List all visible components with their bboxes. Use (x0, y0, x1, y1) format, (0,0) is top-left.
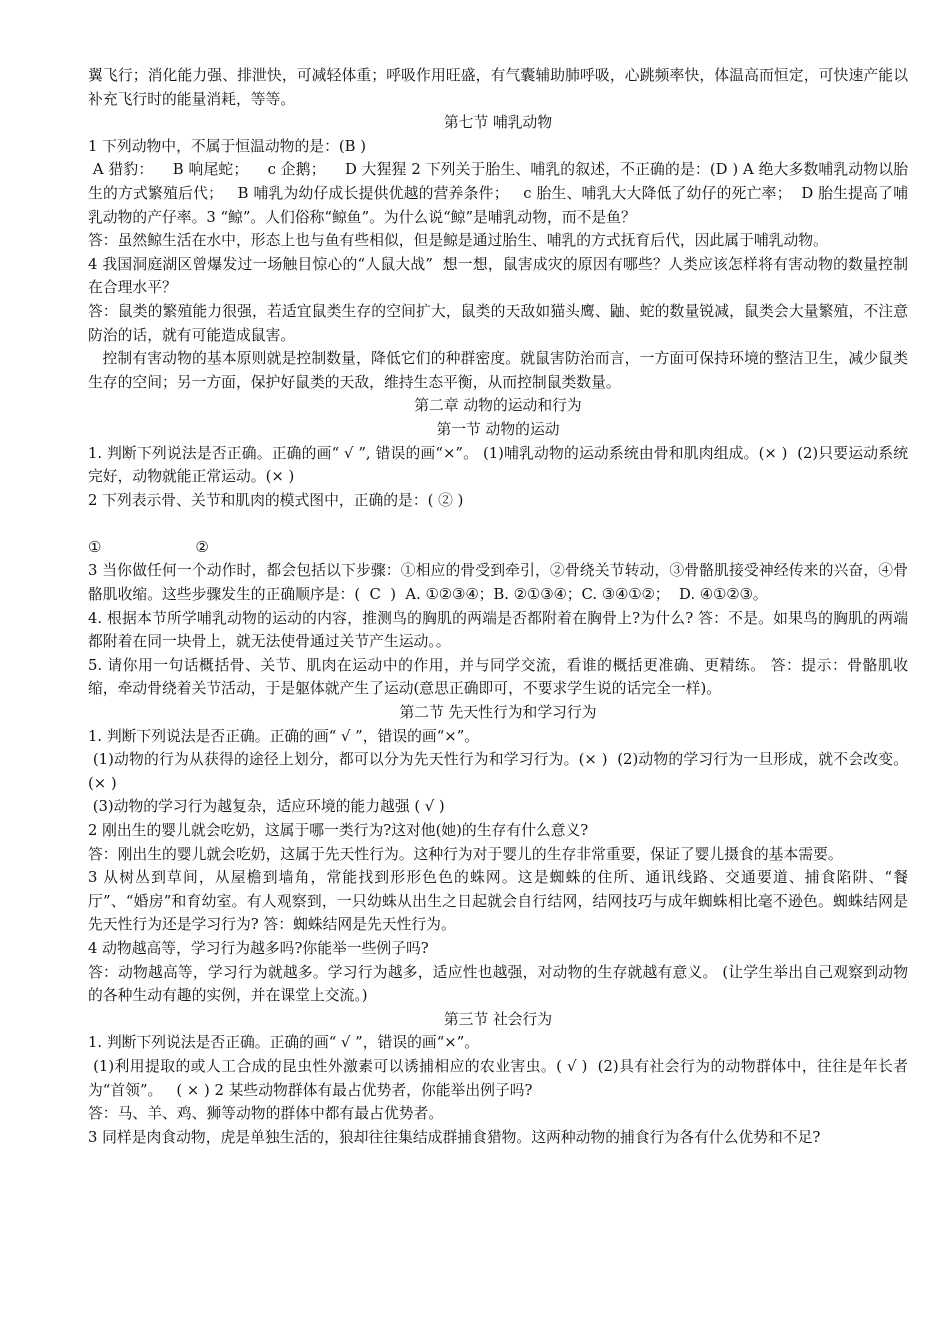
document-page (88, 64, 908, 1149)
text-paragraph: (3)动物的学习行为越复杂，适应环境的能力越强 ( √ ) (88, 798, 445, 816)
text-paragraph: 4. 根据本节所学哺乳动物的运动的内容，推测鸟的胸肌的两端是否都附着在胸骨上?为什么? 答：不是。如果鸟的胸肌的两端都附着在同一块骨上，就无法使骨通过关节产生运动。。 (88, 609, 908, 651)
section-heading: 第一节 动物的运动 (436, 420, 560, 438)
text-paragraph: 3 从树丛到草间，从屋檐到墙角，常能找到形形色色的蛛网。这是蜘蛛的住所、通讯线路、交通要道、捕食陷阱、“餐厅”、“婚房”和育幼室。有人观察到，一只幼蛛从出生之日起就会自行结网，结网技巧与成年蜘蛛相比毫不逊色。蜘蛛结网是先天性行为还是学习行为? 答：蜘蛛结网是先天性行为。 (88, 869, 908, 934)
text-paragraph: 1 下列动物中，不属于恒温动物的是：(B ) (88, 137, 366, 155)
text-paragraph: 答：刚出生的婴儿就会吃奶，这属于先天性行为。这种行为对于婴儿的生存非常重要，保证了婴儿摄食的基本需要。 (88, 845, 843, 863)
text-paragraph: 3 同样是肉食动物，虎是单独生活的，狼却往往集结成群捕食猎物。这两种动物的捕食行为各有什么优势和不足? (88, 1128, 821, 1146)
text-paragraph: 1. 判断下列说法是否正确。正确的画“ √ ”，错误的画“×”。 (88, 727, 480, 745)
section-heading: 第三节 社会行为 (443, 1010, 553, 1028)
text-paragraph: 翼飞行；消化能力强、排泄快，可减轻体重；呼吸作用旺盛，有气囊辅助肺呼吸，心跳频率快，体温高而恒定，可快速产能以补充飞行时的能量消耗，等等。 (88, 67, 908, 108)
text-paragraph: 4 我国洞庭湖区曾爆发过一场触目惊心的“人鼠大战” 想一想，鼠害成灾的原因有哪些？人类应该怎样将有害动物的数量控制在合理水平？ (88, 255, 908, 297)
text-paragraph: 1. 判断下列说法是否正确。正确的画“ √ ”，错误的画“×”。 (88, 1034, 480, 1052)
text-paragraph: 5. 请你用一句话概括骨、关节、肌肉在运动中的作用，并与同学交流，看谁的概括更准确、更精练。 答：提示：骨骼肌收缩，牵动骨绕着关节活动，于是躯体就产生了运动(意思正确即可，不要求学生说的话完全一样)。 (88, 656, 908, 698)
section-heading: 第七节 哺乳动物 (443, 114, 553, 132)
text-paragraph (88, 512, 908, 536)
text-paragraph: 答：虽然鲸生活在水中，形态上也与鱼有些相似，但是鲸是通过胎生、哺乳的方式抚育后代，因此属于哺乳动物。 (88, 232, 828, 250)
text-paragraph: 2 下列表示骨、关节和肌肉的模式图中，正确的是：( ② ) (88, 491, 464, 509)
text-paragraph: 答：动物越高等，学习行为就越多。学习行为越多，适应性也越强，对动物的生存就越有意义。 (让学生举出自己观察到动物的各种生动有趣的实例，并在课堂上交流。) (88, 963, 908, 1005)
text-paragraph: A 猎豹： B 响尾蛇； c 企鹅； D 大猩猩 2 下列关于胎生、哺乳的叙述，不正确的是：(D ) A 绝大多数哺乳动物以胎生的方式繁殖后代； B 哺乳为幼仔成长提供优越的营养条件； c 胎生、哺乳大大降低了幼仔的死亡率； D 胎生提高了哺乳动物的产仔率。3 “鲸”。人们俗称“鲸鱼”。为什么说“鲸”是哺乳动物，而不是鱼？ (88, 161, 908, 226)
text-paragraph: 答：马、羊、鸡、狮等动物的群体中都有最占优势者。 (88, 1105, 444, 1123)
text-paragraph: 2 刚出生的婴儿就会吃奶，这属于哪一类行为?这对他(她)的生存有什么意义? (88, 822, 589, 839)
text-paragraph: (1)动物的行为从获得的途径上划分，都可以分为先天性行为和学习行为。(× ) (2)动物的学习行为一旦形成，就不会改变。(× ) (88, 751, 908, 792)
section-heading: 第二章 动物的运动和行为 (414, 397, 582, 415)
text-paragraph: 3 当你做任何一个动作时，都会包括以下步骤：①相应的骨受到牵引，②骨绕关节转动，③骨骼肌接受神经传来的兴奋，④骨骼肌收缩。这些步骤发生的正确顺序是：( C ) A. ①②③④；B. ②①③④；C. ③④①②； D. ④①②③。 (88, 562, 908, 604)
text-paragraph: ① ② (88, 538, 209, 556)
text-paragraph: (1)利用提取的或人工合成的昆虫性外激素可以诱捕相应的农业害虫。( √ ) (2)具有社会行为的动物群体中，往往是年长者为“首领”。 ( × ) 2 某些动物群体有最占优势者，你能举出例子吗? (88, 1057, 908, 1099)
text-paragraph: 控制有害动物的基本原则就是控制数量，降低它们的种群密度。就鼠害防治而言，一方面可保持环境的整洁卫生，减少鼠类生存的空间；另一方面，保护好鼠类的天敌，维持生态平衡，从而控制鼠类数量。 (88, 350, 908, 391)
section-heading: 第二节 先天性行为和学习行为 (399, 704, 597, 722)
text-paragraph: 答：鼠类的繁殖能力很强，若适宜鼠类生存的空间扩大，鼠类的天敌如猫头鹰、鼬、蛇的数量锐减，鼠类会大量繁殖，不注意防治的话，就有可能造成鼠害。 (88, 302, 908, 344)
text-paragraph: 4 动物越高等，学习行为越多吗?你能举一些例子吗? (88, 939, 429, 957)
text-paragraph: 1. 判断下列说法是否正确。正确的画“ √ ”, 错误的画“×”。 (1)哺乳动物的运动系统由骨和肌肉组成。(× ) (2)只要运动系统完好，动物就能正常运动。(× ) (88, 444, 908, 486)
